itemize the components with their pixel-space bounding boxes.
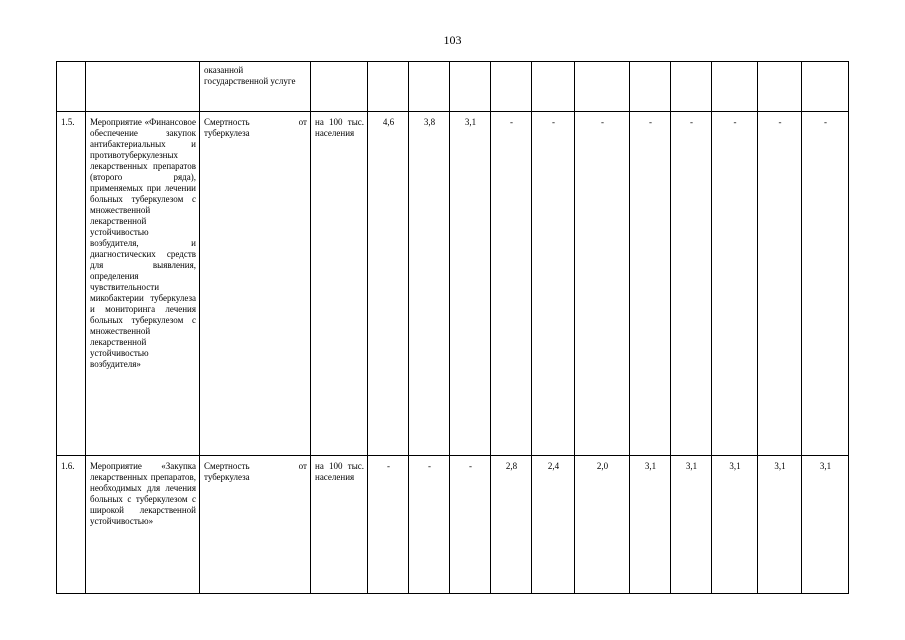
cell-value [491, 62, 532, 112]
page-number: 103 [443, 33, 462, 47]
cell-value [450, 62, 491, 112]
cell-value: - [758, 112, 802, 456]
cell-unit: на 100 тыс. населения [311, 456, 368, 594]
cell-value [671, 62, 712, 112]
cell-event: Мероприятие «Финансовое обеспечение закупок антибактериальных и противотуберкулезных лекарственных препаратов (второго ряда), применяемых при лечении больных туберкулезом с множественной лекарственной устойчивостью возбудителя, и диагностических средств для выявления, определения чувствительности микобактерии туберкулеза и мониторинга лечения больных туберкулезом с множественной лекарственной устойчивостью возбудителя» [86, 112, 200, 456]
cell-event [86, 62, 200, 112]
cell-value [532, 62, 575, 112]
cell-value: - [532, 112, 575, 456]
cell-value: - [368, 456, 409, 594]
cell-value [368, 62, 409, 112]
cell-value [630, 62, 671, 112]
cell-value: 3,1 [802, 456, 849, 594]
cell-value: 3,8 [409, 112, 450, 456]
cell-value: 3,1 [671, 456, 712, 594]
cell-value: 2,0 [575, 456, 630, 594]
cell-unit [311, 62, 368, 112]
cell-value: 3,1 [758, 456, 802, 594]
cell-indicator: Смертность от туберкулеза [200, 456, 311, 594]
cell-value: - [409, 456, 450, 594]
cell-value [758, 62, 802, 112]
cell-value: - [450, 456, 491, 594]
cell-value: - [575, 112, 630, 456]
cell-unit: на 100 тыс. населения [311, 112, 368, 456]
cell-value: - [491, 112, 532, 456]
cell-event: Мероприятие «Закупка лекарственных препаратов, необходимых для лечения больных с туберкулезом с широкой лекарственной устойчивостью» [86, 456, 200, 594]
cell-value: - [671, 112, 712, 456]
cell-index [57, 62, 86, 112]
cell-value: - [802, 112, 849, 456]
table-row-continuation [57, 62, 849, 112]
cell-value: 2,4 [532, 456, 575, 594]
cell-value [712, 62, 758, 112]
cell-value: 3,1 [712, 456, 758, 594]
cell-indicator: Смертность от туберкулеза [200, 112, 311, 456]
cell-value [802, 62, 849, 112]
cell-index: 1.5. [57, 112, 86, 456]
cell-value: 2,8 [491, 456, 532, 594]
cell-indicator: оказанной государственной услуге [200, 62, 311, 112]
cell-value: 3,1 [630, 456, 671, 594]
table-row [57, 112, 849, 456]
cell-value [575, 62, 630, 112]
cell-value: - [712, 112, 758, 456]
indicators-table [56, 61, 849, 594]
cell-value: 4,6 [368, 112, 409, 456]
cell-index: 1.6. [57, 456, 86, 594]
cell-value [409, 62, 450, 112]
cell-value: 3,1 [450, 112, 491, 456]
table-row [57, 456, 849, 594]
cell-value: - [630, 112, 671, 456]
